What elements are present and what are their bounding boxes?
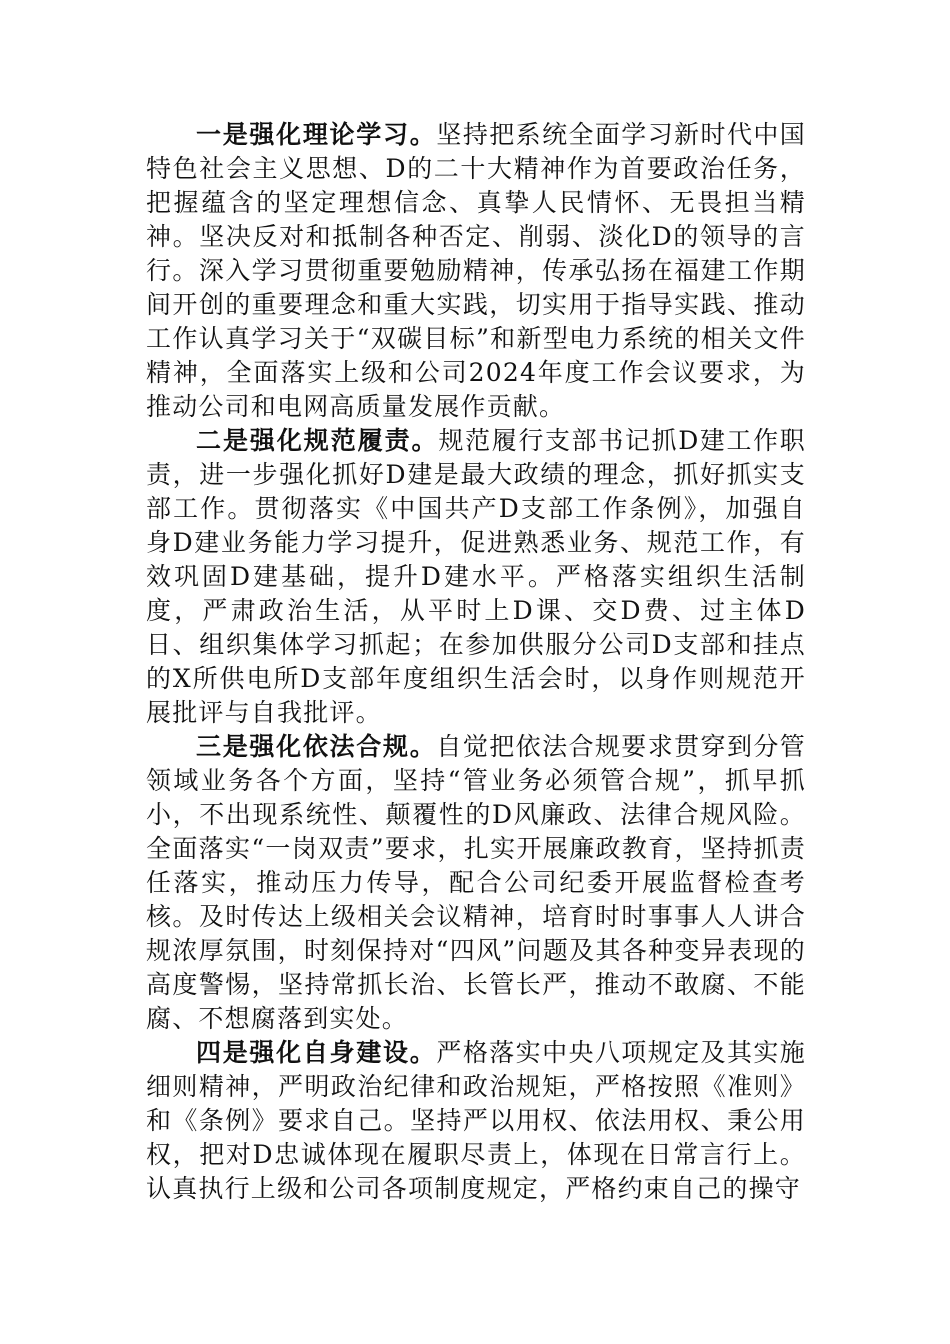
document-body	[146, 118, 806, 1206]
paragraph-text: 严格落实中央八项规定及其实施细则精神，严明政治纪律和政治规矩，严格按照《准则》和《条例》要求自己。坚持严以用权、依法用权、秉公用权，把对D忠诚体现在履职尽责上，体现在日常言行上。认真执行上级和公司各项制度规定，严格约束自己的操守	[146, 1038, 806, 1203]
paragraph-text: 自觉把依法合规要求贯穿到分管领域业务各个方面，坚持“管业务必须管合规”，抓早抓小，不出现系统性、颠覆性的D风廉政、法律合规风险。全面落实“一岗双责”要求，扎实开展廉政教育，坚持抓责任落实，推动压力传导，配合公司纪委开展监督检查考核。及时传达上级相关会议精神，培育时时事事人人讲合规浓厚氛围，时刻保持对“四风”问题及其各种变异表现的高度警惕，坚持常抓长治、长管长严，推动不敢腐、不能腐、不想腐落到实处。	[146, 732, 806, 1033]
paragraph-lead-heading: 一是强化理论学习。	[196, 120, 437, 149]
paragraph-lead-heading: 四是强化自身建设。	[196, 1038, 437, 1067]
paragraph-theory-study	[146, 118, 806, 424]
paragraph-legal-compliance	[146, 730, 806, 1036]
paragraph-text: 规范履行支部书记抓D建工作职责，进一步强化抓好D建是最大政绩的理念，抓好抓实支部工作。贯彻落实《中国共产D支部工作条例》，加强自身D建业务能力学习提升，促进熟悉业务、规范工作，有效巩固D建基础，提升D建水平。严格落实组织生活制度，严肃政治生活，从平时上D课、交D费、过主体D日、组织集体学习抓起；在参加供服分公司D支部和挂点的X所供电所D支部年度组织生活会时，以身作则规范开展批评与自我批评。	[146, 426, 806, 727]
paragraph-self-discipline	[146, 1036, 806, 1206]
paragraph-lead-heading: 二是强化规范履责。	[196, 426, 439, 455]
paragraph-text: 坚持把系统全面学习新时代中国特色社会主义思想、D的二十大精神作为首要政治任务，把握蕴含的坚定理想信念、真挚人民情怀、无畏担当精神。坚决反对和抵制各种否定、削弱、淡化D的领导的言行。深入学习贯彻重要勉励精神，传承弘扬在福建工作期间开创的重要理念和重大实践，切实用于指导实践、推动工作认真学习关于“双碳目标”和新型电力系统的相关文件精神，全面落实上级和公司2024年度工作会议要求，为推动公司和电网高质量发展作贡献。	[146, 120, 806, 421]
paragraph-lead-heading: 三是强化依法合规。	[196, 732, 437, 761]
paragraph-duty-standard	[146, 424, 806, 730]
